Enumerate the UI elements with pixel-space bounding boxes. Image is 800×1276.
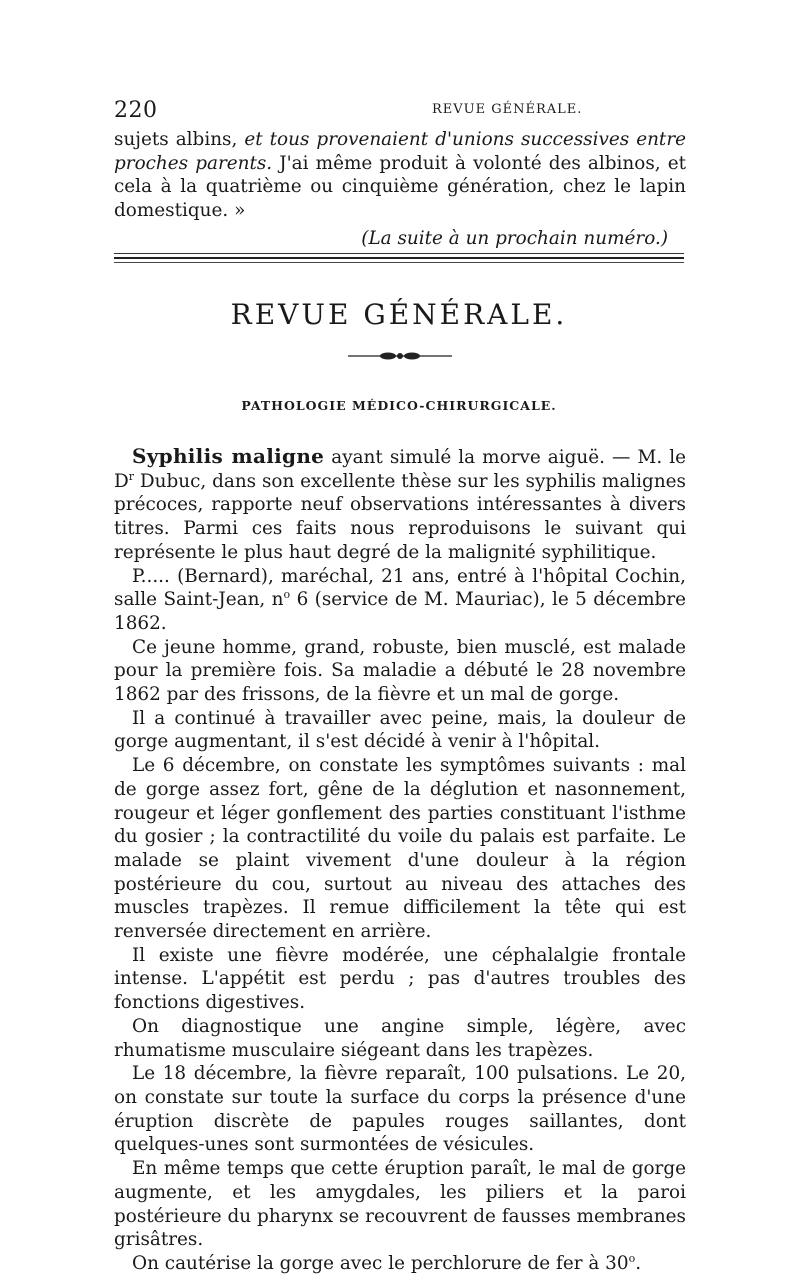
continuation-text-1: sujets albins, bbox=[114, 129, 245, 150]
article-paragraph: Le 6 décembre, on constate les symptômes suivants : mal de gorge assez fort, gêne de la déglution et nasonnement, rougeur et léger gonflement des parties constituant l'isthme du gosier ; la contractilité du voile du palais est parfaite. Le malade se plaint vivement d'une douleur à la région postérieure du cou, surtout au niveau des attaches des muscles trapèzes. Il remue difficilement la tête qui est renversée directement en arrière. bbox=[114, 755, 686, 943]
patient-paragraph bbox=[114, 565, 686, 636]
ornament-divider-icon bbox=[348, 349, 452, 363]
article-paragraph: Le 18 décembre, la fièvre reparaît, 100 pulsations. Le 20, on constate sur toute la surface du corps la présence d'une éruption discrète de papules rouges saillantes, dont quelques-unes sont surmontées de vésicules. bbox=[114, 1063, 686, 1156]
to-be-continued-note: (La suite à un prochain numéro.) bbox=[361, 227, 668, 249]
divider-rule-thick bbox=[114, 257, 684, 259]
page-number: 220 bbox=[114, 98, 158, 123]
continuation-paragraph bbox=[114, 128, 686, 223]
page-header bbox=[114, 98, 684, 124]
last-text-a: On cautérise la gorge avec le perchlorure de fer à 30 bbox=[132, 1252, 629, 1274]
lead-superscript: r bbox=[128, 469, 135, 483]
patient-superscript: o bbox=[283, 588, 291, 602]
section-title: REVUE GÉNÉRALE. bbox=[230, 298, 568, 331]
continuation-block bbox=[114, 128, 686, 251]
last-superscript: o bbox=[628, 1251, 636, 1265]
article-paragraph: On diagnostique une angine simple, légère, avec rhumatisme musculaire siégeant dans les trapèzes. bbox=[114, 1015, 686, 1061]
lead-text-a: ayant simulé la morve aiguë. — M. le D bbox=[114, 447, 686, 492]
subsection-title: PATHOLOGIE MÉDICO-CHIRURGICALE. bbox=[241, 398, 557, 413]
running-title: REVUE GÉNÉRALE. bbox=[432, 102, 583, 117]
continuation-text-3: J'ai même produit à volonté des albinos, et cela à la quatrième ou cinquième génération, chez le lapin domestique. » bbox=[114, 152, 686, 222]
divider-rule-thin-top bbox=[114, 253, 684, 254]
article-paragraph: En même temps que cette éruption paraît, le mal de gorge augmente, et les amygdales, les piliers et la paroi postérieure du pharynx se recouvrent de fausses membranes grisâtres. bbox=[114, 1158, 686, 1251]
article-lead-title: Syphilis maligne bbox=[132, 444, 325, 468]
divider-rule-thin-bottom bbox=[114, 262, 684, 263]
article-lead-paragraph bbox=[114, 445, 686, 565]
lead-text-b: Dubuc, dans son excellente thèse sur les syphilis malignes précoces, rapporte neuf observations intéressantes à divers titres. Parmi ces faits nous reproduisons le suivant qui représente le plus haut degré de la malignité syphilitique. bbox=[114, 470, 686, 563]
patient-text-b: 6 (service de M. Mauriac), le 5 décembre 1862. bbox=[114, 589, 686, 634]
patient-text-a: P..... (Bernard), maréchal, 21 ans, entré à l'hôpital Cochin, salle Saint-Jean, n bbox=[114, 565, 686, 611]
continuation-italic: et tous provenaient d'unions successives entre proches parents. bbox=[114, 129, 686, 174]
article-paragraph: Il existe une fièvre modérée, une céphalalgie frontale intense. L'appétit est perdu ; pas d'autres troubles des fonctions digestives. bbox=[114, 944, 686, 1014]
article-last-paragraph bbox=[114, 1252, 686, 1276]
article-paragraph: Il a continué à travailler avec peine, mais, la douleur de gorge augmentant, il s'est décidé à venir à l'hôpital. bbox=[114, 707, 686, 753]
article-paragraph: Ce jeune homme, grand, robuste, bien musclé, est malade pour la première fois. Sa maladie a débuté le 28 novembre 1862 par des frissons, de la fièvre et un mal de gorge. bbox=[114, 636, 686, 706]
article-body bbox=[114, 445, 686, 1276]
last-text-b: . bbox=[635, 1252, 642, 1274]
